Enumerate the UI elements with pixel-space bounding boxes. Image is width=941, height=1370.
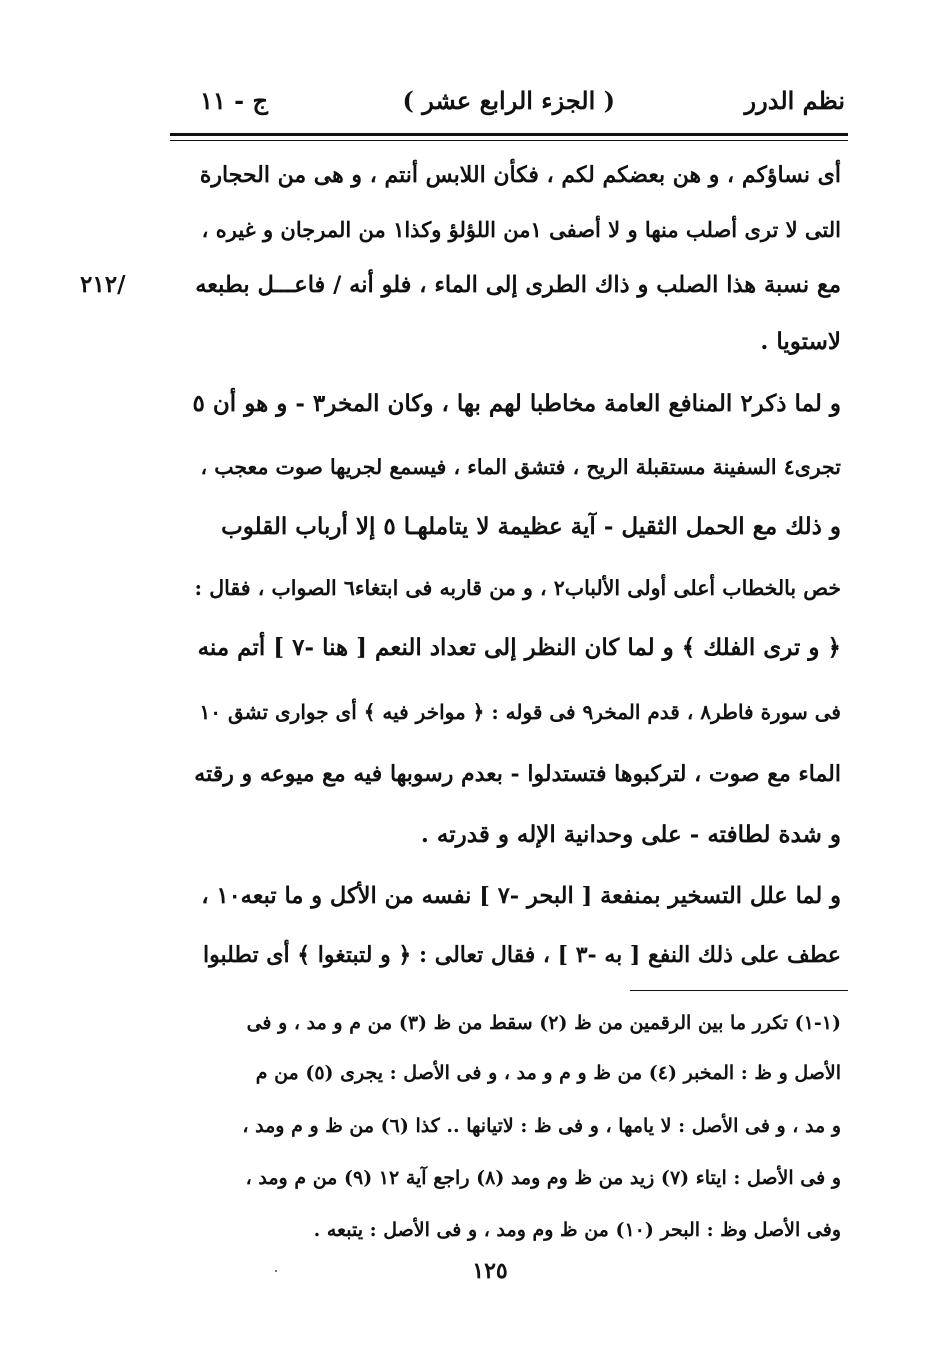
- footnote-line: وفى الأصل وظ : البحر (١٠) من ظ وم ومد ، و فى الأصل : يتبعه .: [313, 1219, 841, 1241]
- part-label: ( الجزء الرابع عشر ): [402, 86, 615, 115]
- body-line: و شدة لطافته - على وحدانية الإله و قدرته .: [420, 821, 841, 848]
- header-rule: [170, 133, 848, 136]
- body-line: فى سورة فاطر٨ ، قدم المخر٩ فى قوله : ﴿ مواخر فيه ﴾ أى جوارى تشق ١٠: [199, 700, 841, 724]
- body-line: و لما علل التسخير بمنفعة [ البحر -٧ ] نفسه من الأكل و ما تبعه١٠ ،: [201, 883, 841, 909]
- body-line: و لما ذكر٢ المنافع العامة مخاطبا لهم بها ، وكان المخر٣ - و هو أن ٥: [192, 390, 841, 417]
- page-number: ١٢٥: [472, 1258, 508, 1284]
- footnote-line: (١-١) تكرر ما بين الرقمين من ظ (٢) سقط من ظ (٣) من م و مد ، و فى: [246, 1012, 841, 1034]
- footnote-line: و مد ، و فى الأصل : لا يامها ، و فى ظ : لاتيانها .. كذا (٦) من ظ و م ومد ،: [242, 1115, 841, 1137]
- header-rule-thin: [170, 140, 848, 141]
- body-line: الماء مع صوت ، لتركبوها فتستدلوا - بعدم رسوبها فيه مع ميوعه و رقته: [194, 761, 841, 787]
- body-line: ﴿ و ترى الفلك ﴾ و لما كان النظر إلى تعداد النعم [ هنا -٧ ] أتم منه: [197, 634, 841, 661]
- body-line: أى نساؤكم ، و هن بعضكم لكم ، فكأن اللابس أنتم ، و هى من الحجارة: [199, 162, 841, 188]
- footnote-line: و فى الأصل : ايتاء (٧) زيد من ظ وم ومد (٨) راجع آية ١٢ (٩) من م ومد ،: [245, 1167, 841, 1189]
- footnote-rule: [630, 990, 848, 991]
- footnote-line: الأصل و ظ : المخبر (٤) من ظ و م و مد ، و فى الأصل : يجرى (٥) من م: [255, 1062, 841, 1084]
- page-header: [170, 80, 845, 130]
- body-line: عطف على ذلك النفع [ به -٣ ] ، فقال تعالى : ﴿ و لتبتغوا ﴾ أى تطلبوا: [203, 942, 841, 968]
- body-line: مع نسبة هذا الصلب و ذاك الطرى إلى الماء ، فلو أنه / فاعـــل بطبعه: [195, 272, 841, 298]
- book-title: نظم الدرر: [744, 86, 845, 115]
- body-line: تجرى٤ السفينة مستقبلة الريح ، فتشق الماء ، فيسمع لجريها صوت معجب ،: [200, 455, 841, 479]
- ink-speck: [275, 1270, 277, 1272]
- body-line: التى لا ترى أصلب منها و لا أصفى ١من اللؤلؤ وكذا١ من المرجان و غيره ،: [201, 217, 841, 242]
- body-line: لاستويا .: [760, 328, 841, 355]
- margin-page-ref: /٢١٢: [80, 271, 126, 298]
- body-line: خص بالخطاب أعلى أولى الألباب٢ ، و من قاربه فى ابتغاء٦ الصواب ، فقال :: [194, 576, 841, 600]
- body-line: و ذلك مع الحمل الثقيل - آية عظيمة لا يتاملهـا ٥ إلا أرباب القلوب: [221, 513, 841, 540]
- chapter-ref: ج - ١١: [200, 86, 268, 115]
